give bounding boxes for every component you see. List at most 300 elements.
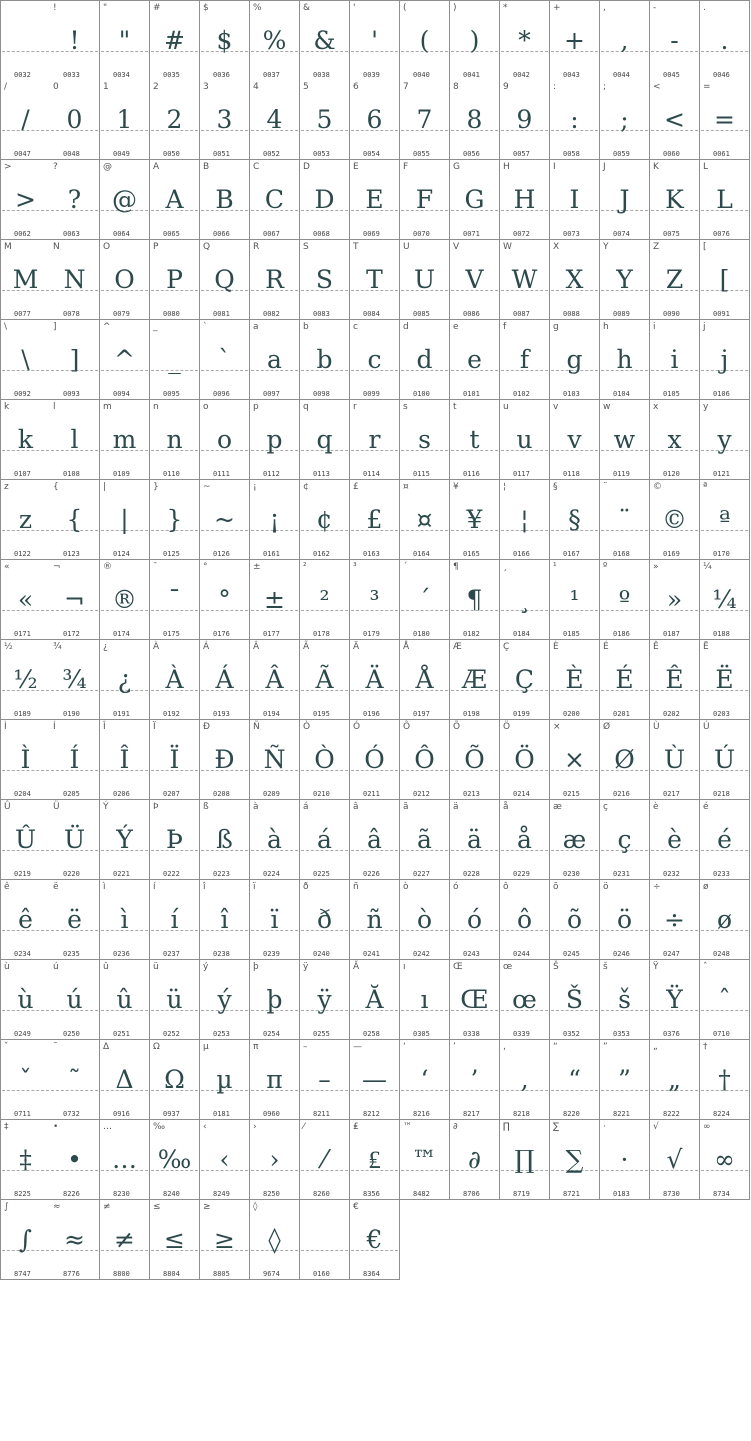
glyph-sample: u <box>516 425 533 454</box>
glyph-cell <box>600 480 650 560</box>
glyph-sample: › <box>269 1145 280 1174</box>
glyph-cell <box>550 720 600 800</box>
glyph-label: Î <box>103 722 106 732</box>
glyph-cell <box>150 160 200 240</box>
glyph-cell <box>0 400 51 480</box>
glyph-sample: n <box>166 425 183 454</box>
glyph-sample: e <box>467 345 482 374</box>
glyph-cell <box>100 1120 150 1200</box>
glyph-sample: à <box>267 825 282 854</box>
glyph-code: 0227 <box>413 870 430 878</box>
glyph-code: 0090 <box>663 310 680 318</box>
glyph-sample: ü <box>166 985 183 1014</box>
glyph-label: ´ <box>403 562 408 572</box>
glyph-code: 0051 <box>213 150 230 158</box>
glyph-code: 0175 <box>163 630 180 638</box>
glyph-label: % <box>253 3 262 13</box>
glyph-sample: " <box>118 26 131 55</box>
glyph-sample: x <box>667 425 682 454</box>
glyph-label: E <box>353 162 359 172</box>
glyph-code: 0101 <box>463 390 480 398</box>
glyph-sample: ¼ <box>712 585 737 614</box>
glyph-code: 0067 <box>263 230 280 238</box>
glyph-sample: ö <box>616 905 633 934</box>
glyph-sample: > <box>15 185 36 214</box>
glyph-code: 0077 <box>14 310 31 318</box>
glyph-cell <box>250 80 300 160</box>
glyph-label: b <box>303 322 309 332</box>
glyph-sample: ç <box>617 825 632 854</box>
glyph-sample: ¡ <box>269 505 280 534</box>
glyph-cell <box>100 160 150 240</box>
glyph-cell <box>500 720 550 800</box>
glyph-code: 0036 <box>213 71 230 79</box>
glyph-label: ü <box>153 962 159 972</box>
glyph-label: ≥ <box>203 1202 211 1212</box>
glyph-sample: 5 <box>316 105 333 134</box>
glyph-cell <box>450 720 500 800</box>
glyph-code: 0231 <box>613 870 630 878</box>
glyph-label: L <box>703 162 709 172</box>
glyph-cell <box>600 880 650 960</box>
glyph-label: Ï <box>153 722 156 732</box>
glyph-sample: Î <box>119 745 130 774</box>
glyph-code: 0211 <box>363 790 380 798</box>
glyph-cell <box>50 880 100 960</box>
glyph-sample: è <box>667 825 682 854</box>
glyph-label: · <box>603 1122 606 1132</box>
glyph-cell <box>150 960 200 1040</box>
glyph-sample: / <box>21 105 30 134</box>
glyph-cell <box>700 560 750 640</box>
glyph-sample: p <box>266 425 283 454</box>
glyph-label: œ <box>503 962 513 972</box>
glyph-cell <box>400 640 450 720</box>
glyph-code: 0100 <box>413 390 430 398</box>
glyph-cell <box>700 0 750 81</box>
glyph-sample: Ë <box>715 665 734 694</box>
glyph-label: Ã <box>303 642 310 652</box>
glyph-code: 0058 <box>563 150 580 158</box>
glyph-cell <box>500 640 550 720</box>
glyph-label: ( <box>403 3 407 13</box>
glyph-label: – <box>303 1042 308 1052</box>
glyph-cell <box>100 400 150 480</box>
glyph-cell <box>250 880 300 960</box>
glyph-code: 0093 <box>63 390 80 398</box>
glyph-code: 0068 <box>313 230 330 238</box>
glyph-code: 0069 <box>363 230 380 238</box>
glyph-label: Q <box>203 242 211 252</box>
glyph-sample: b <box>316 345 333 374</box>
glyph-sample: Ù <box>663 745 686 774</box>
glyph-code: 0060 <box>663 150 680 158</box>
glyph-label: ù <box>4 962 10 972</box>
glyph-sample: I <box>569 185 580 214</box>
glyph-code: 0215 <box>563 790 580 798</box>
glyph-sample: × <box>564 745 585 774</box>
glyph-label: › <box>253 1122 257 1132</box>
glyph-sample: j <box>720 345 729 374</box>
glyph-code: 0109 <box>113 470 130 478</box>
glyph-sample: F <box>415 185 434 214</box>
glyph-sample: ˜ <box>68 1065 81 1094</box>
glyph-cell <box>200 80 250 160</box>
glyph-code: 0073 <box>563 230 580 238</box>
glyph-cell <box>550 880 600 960</box>
glyph-cell <box>550 560 600 640</box>
glyph-cell <box>0 160 51 240</box>
glyph-cell <box>200 640 250 720</box>
glyph-label: £ <box>353 482 359 492</box>
glyph-code: 0183 <box>613 1190 630 1198</box>
glyph-label: µ <box>203 1042 209 1052</box>
glyph-sample: @ <box>112 185 137 214</box>
glyph-code: 0055 <box>413 150 430 158</box>
glyph-sample: Δ <box>115 1065 134 1094</box>
glyph-label: x <box>653 402 659 412</box>
glyph-cell <box>700 320 750 400</box>
glyph-label: ¥ <box>453 482 459 492</box>
glyph-label: ˇ <box>4 1042 9 1052</box>
glyph-label: ¹ <box>553 562 557 572</box>
glyph-sample: π <box>266 1065 283 1094</box>
glyph-sample: µ <box>216 1065 233 1094</box>
glyph-sample: $ <box>216 26 233 55</box>
glyph-sample: , <box>620 26 629 55</box>
glyph-label: ≤ <box>153 1202 161 1212</box>
glyph-cell <box>350 320 400 400</box>
glyph-cell <box>350 400 400 480</box>
glyph-cell <box>650 160 700 240</box>
glyph-sample: 4 <box>266 105 283 134</box>
glyph-cell <box>300 80 350 160</box>
glyph-code: 0194 <box>263 710 280 718</box>
glyph-cell <box>450 80 500 160</box>
glyph-code: 8225 <box>14 1190 31 1198</box>
glyph-cell <box>550 400 600 480</box>
glyph-code: 8482 <box>413 1190 430 1198</box>
glyph-label: ° <box>203 562 208 572</box>
glyph-sample: - <box>670 26 679 55</box>
glyph-label: È <box>553 642 559 652</box>
glyph-code: 0240 <box>313 950 330 958</box>
glyph-label: ë <box>53 882 59 892</box>
glyph-code: 0086 <box>463 310 480 318</box>
glyph-label: ‡ <box>4 1122 9 1132</box>
glyph-cell <box>50 480 100 560</box>
glyph-code: 0199 <box>513 710 530 718</box>
glyph-sample: í <box>170 905 179 934</box>
glyph-sample: ” <box>618 1065 631 1094</box>
glyph-sample: _ <box>168 345 181 374</box>
glyph-label: æ <box>553 802 562 812</box>
glyph-cell <box>250 320 300 400</box>
glyph-label: * <box>503 3 508 13</box>
glyph-sample: q <box>316 425 333 454</box>
glyph-code: 0193 <box>213 710 230 718</box>
glyph-code: 0225 <box>313 870 330 878</box>
glyph-label: 7 <box>403 82 409 92</box>
glyph-sample: G <box>464 185 485 214</box>
glyph-label: J <box>603 162 606 172</box>
glyph-cell <box>300 1200 350 1280</box>
glyph-cell <box>650 1040 700 1120</box>
glyph-sample: ã <box>417 825 432 854</box>
glyph-cell <box>100 960 150 1040</box>
glyph-cell <box>50 560 100 640</box>
glyph-code: 0082 <box>263 310 280 318</box>
glyph-sample: ò <box>416 905 433 934</box>
glyph-code: 0043 <box>563 71 580 79</box>
glyph-code: 0081 <box>213 310 230 318</box>
glyph-label: " <box>103 3 108 13</box>
glyph-cell <box>400 1040 450 1120</box>
glyph-label: 3 <box>203 82 209 92</box>
glyph-sample: # <box>164 26 185 55</box>
glyph-label: ‘ <box>403 1042 406 1052</box>
glyph-code: 0099 <box>363 390 380 398</box>
glyph-label: i <box>653 322 656 332</box>
glyph-sample: Ä <box>365 665 384 694</box>
glyph-label: ≈ <box>53 1202 61 1212</box>
glyph-label: N <box>53 242 60 252</box>
glyph-code: 0226 <box>363 870 380 878</box>
glyph-cell <box>500 480 550 560</box>
glyph-label: ? <box>53 162 58 172</box>
glyph-code: 0062 <box>14 230 31 238</box>
glyph-code: 0112 <box>263 470 280 478</box>
glyph-label: ¬ <box>53 562 61 572</box>
glyph-sample: ∫ <box>18 1225 33 1254</box>
glyph-cell <box>600 0 650 81</box>
glyph-label: 2 <box>153 82 159 92</box>
glyph-code: 0189 <box>14 710 31 718</box>
glyph-code: 0242 <box>413 950 430 958</box>
glyph-code: 0114 <box>363 470 380 478</box>
glyph-cell <box>200 1200 250 1280</box>
glyph-code: 0065 <box>163 230 180 238</box>
glyph-sample: \ <box>21 345 30 374</box>
glyph-label: â <box>353 802 359 812</box>
glyph-label: ø <box>703 882 709 892</box>
glyph-code: 0916 <box>113 1110 130 1118</box>
glyph-sample: ? <box>67 185 82 214</box>
glyph-sample: † <box>718 1065 731 1094</box>
glyph-code: 0076 <box>713 230 730 238</box>
glyph-sample: ô <box>516 905 533 934</box>
glyph-label: — <box>353 1042 362 1052</box>
glyph-cell <box>600 720 650 800</box>
glyph-cell <box>350 0 400 81</box>
glyph-code: 0050 <box>163 150 180 158</box>
glyph-code: 0166 <box>513 550 530 558</box>
glyph-code: 0171 <box>14 630 31 638</box>
glyph-cell <box>500 880 550 960</box>
glyph-sample: V <box>465 265 484 294</box>
glyph-code: 8747 <box>14 1270 31 1278</box>
glyph-label: ¯ <box>153 562 158 572</box>
glyph-sample: R <box>265 265 284 294</box>
glyph-code: 0205 <box>63 790 80 798</box>
glyph-label: C <box>253 162 260 172</box>
glyph-label: « <box>4 562 10 572</box>
glyph-code: 0180 <box>413 630 430 638</box>
glyph-cell <box>100 240 150 320</box>
glyph-sample: Ì <box>20 745 31 774</box>
glyph-code: 0305 <box>413 1030 430 1038</box>
glyph-code: 0037 <box>263 71 280 79</box>
glyph-code: 0103 <box>563 390 580 398</box>
glyph-label: ³ <box>353 562 357 572</box>
glyph-cell <box>150 560 200 640</box>
glyph-sample: · <box>620 1145 629 1174</box>
glyph-code: 0080 <box>163 310 180 318</box>
glyph-cell <box>250 640 300 720</box>
glyph-sample: ß <box>216 825 233 854</box>
glyph-sample: ø <box>716 905 733 934</box>
glyph-code: 8730 <box>663 1190 680 1198</box>
glyph-cell <box>700 480 750 560</box>
glyph-code: 0078 <box>63 310 80 318</box>
glyph-code: 0237 <box>163 950 180 958</box>
glyph-sample: ³ <box>369 585 380 614</box>
glyph-cell <box>700 160 750 240</box>
glyph-cell <box>0 640 51 720</box>
glyph-cell <box>400 240 450 320</box>
glyph-label: R <box>253 242 260 252</box>
glyph-label: ó <box>453 882 459 892</box>
glyph-label: Ù <box>653 722 660 732</box>
glyph-sample: Ă <box>365 985 384 1014</box>
glyph-code: 0212 <box>413 790 430 798</box>
glyph-label: ∑ <box>553 1122 560 1132</box>
glyph-sample: s <box>418 425 431 454</box>
glyph-code: 0201 <box>613 710 630 718</box>
glyph-label: ‚ <box>503 1042 506 1052</box>
glyph-cell <box>0 240 51 320</box>
glyph-label: Ð <box>203 722 210 732</box>
glyph-code: 0123 <box>63 550 80 558</box>
glyph-code: 0046 <box>713 71 730 79</box>
glyph-sample: € <box>366 1225 383 1254</box>
glyph-label: { <box>53 482 59 492</box>
glyph-sample: â <box>367 825 382 854</box>
glyph-sample: E <box>365 185 384 214</box>
glyph-sample: § <box>568 505 581 534</box>
glyph-label: p <box>253 402 259 412</box>
glyph-sample: Å <box>415 665 434 694</box>
glyph-sample: + <box>564 26 585 55</box>
glyph-sample: Ü <box>63 825 86 854</box>
glyph-code: 0198 <box>463 710 480 718</box>
glyph-label: Í <box>53 722 56 732</box>
glyph-sample: ù <box>17 985 34 1014</box>
glyph-code: 0163 <box>363 550 380 558</box>
glyph-code: 0064 <box>113 230 130 238</box>
glyph-sample: Ç <box>514 665 535 694</box>
glyph-sample: ( <box>419 26 430 55</box>
glyph-cell <box>700 80 750 160</box>
glyph-cell <box>300 480 350 560</box>
glyph-code: 0096 <box>213 390 230 398</box>
glyph-label: Š <box>553 962 559 972</box>
glyph-label: ‰ <box>153 1122 166 1132</box>
glyph-sample: r <box>368 425 381 454</box>
glyph-cell <box>500 80 550 160</box>
glyph-label: ¾ <box>53 642 62 652</box>
glyph-cell <box>650 880 700 960</box>
glyph-cell <box>350 480 400 560</box>
glyph-sample: z <box>18 505 33 534</box>
glyph-cell <box>300 400 350 480</box>
glyph-code: 0119 <box>613 470 630 478</box>
glyph-cell <box>50 240 100 320</box>
glyph-label: F <box>403 162 409 172</box>
glyph-code: 0168 <box>613 550 630 558</box>
glyph-code: 0110 <box>163 470 180 478</box>
glyph-sample: £ <box>366 505 383 534</box>
glyph-label: ï <box>253 882 256 892</box>
glyph-cell <box>550 0 600 81</box>
glyph-label: j <box>703 322 706 332</box>
glyph-sample: Õ <box>464 745 485 774</box>
glyph-label: X <box>553 242 560 252</box>
glyph-sample: . <box>720 26 729 55</box>
glyph-sample: Â <box>265 665 284 694</box>
glyph-sample: ð <box>316 905 333 934</box>
glyph-cell <box>450 560 500 640</box>
glyph-label: è <box>653 802 659 812</box>
glyph-sample: √ <box>666 1145 683 1174</box>
glyph-code: 0087 <box>513 310 530 318</box>
glyph-label: r <box>353 402 357 412</box>
glyph-code: 0376 <box>663 1030 680 1038</box>
glyph-code: 8217 <box>463 1110 480 1118</box>
glyph-sample: ~ <box>214 505 235 534</box>
glyph-label: t <box>453 402 457 412</box>
glyph-sample: < <box>664 105 685 134</box>
glyph-label: Y <box>603 242 609 252</box>
glyph-cell <box>650 80 700 160</box>
glyph-cell <box>300 0 350 81</box>
glyph-label: û <box>103 962 109 972</box>
glyph-cell <box>550 640 600 720</box>
glyph-sample: ™ <box>412 1145 437 1174</box>
glyph-code: 0218 <box>713 790 730 798</box>
glyph-label: D <box>303 162 310 172</box>
glyph-code: 0071 <box>463 230 480 238</box>
glyph-label: z <box>4 482 9 492</box>
glyph-sample: œ <box>512 985 537 1014</box>
glyph-label: ¢ <box>303 482 309 492</box>
glyph-sample: ² <box>319 585 330 614</box>
glyph-sample: ˇ <box>19 1065 32 1094</box>
glyph-code: 0084 <box>363 310 380 318</box>
glyph-sample: É <box>615 665 634 694</box>
glyph-code: 0245 <box>563 950 580 958</box>
glyph-label: » <box>653 562 659 572</box>
glyph-code: 8706 <box>463 1190 480 1198</box>
glyph-label: # <box>153 3 161 13</box>
glyph-sample: ¹ <box>569 585 580 614</box>
glyph-sample: i <box>670 345 679 374</box>
glyph-cell <box>400 480 450 560</box>
glyph-label: M <box>4 242 12 252</box>
glyph-label: - <box>653 3 657 13</box>
glyph-sample: m <box>112 425 137 454</box>
glyph-cell <box>700 1040 750 1120</box>
